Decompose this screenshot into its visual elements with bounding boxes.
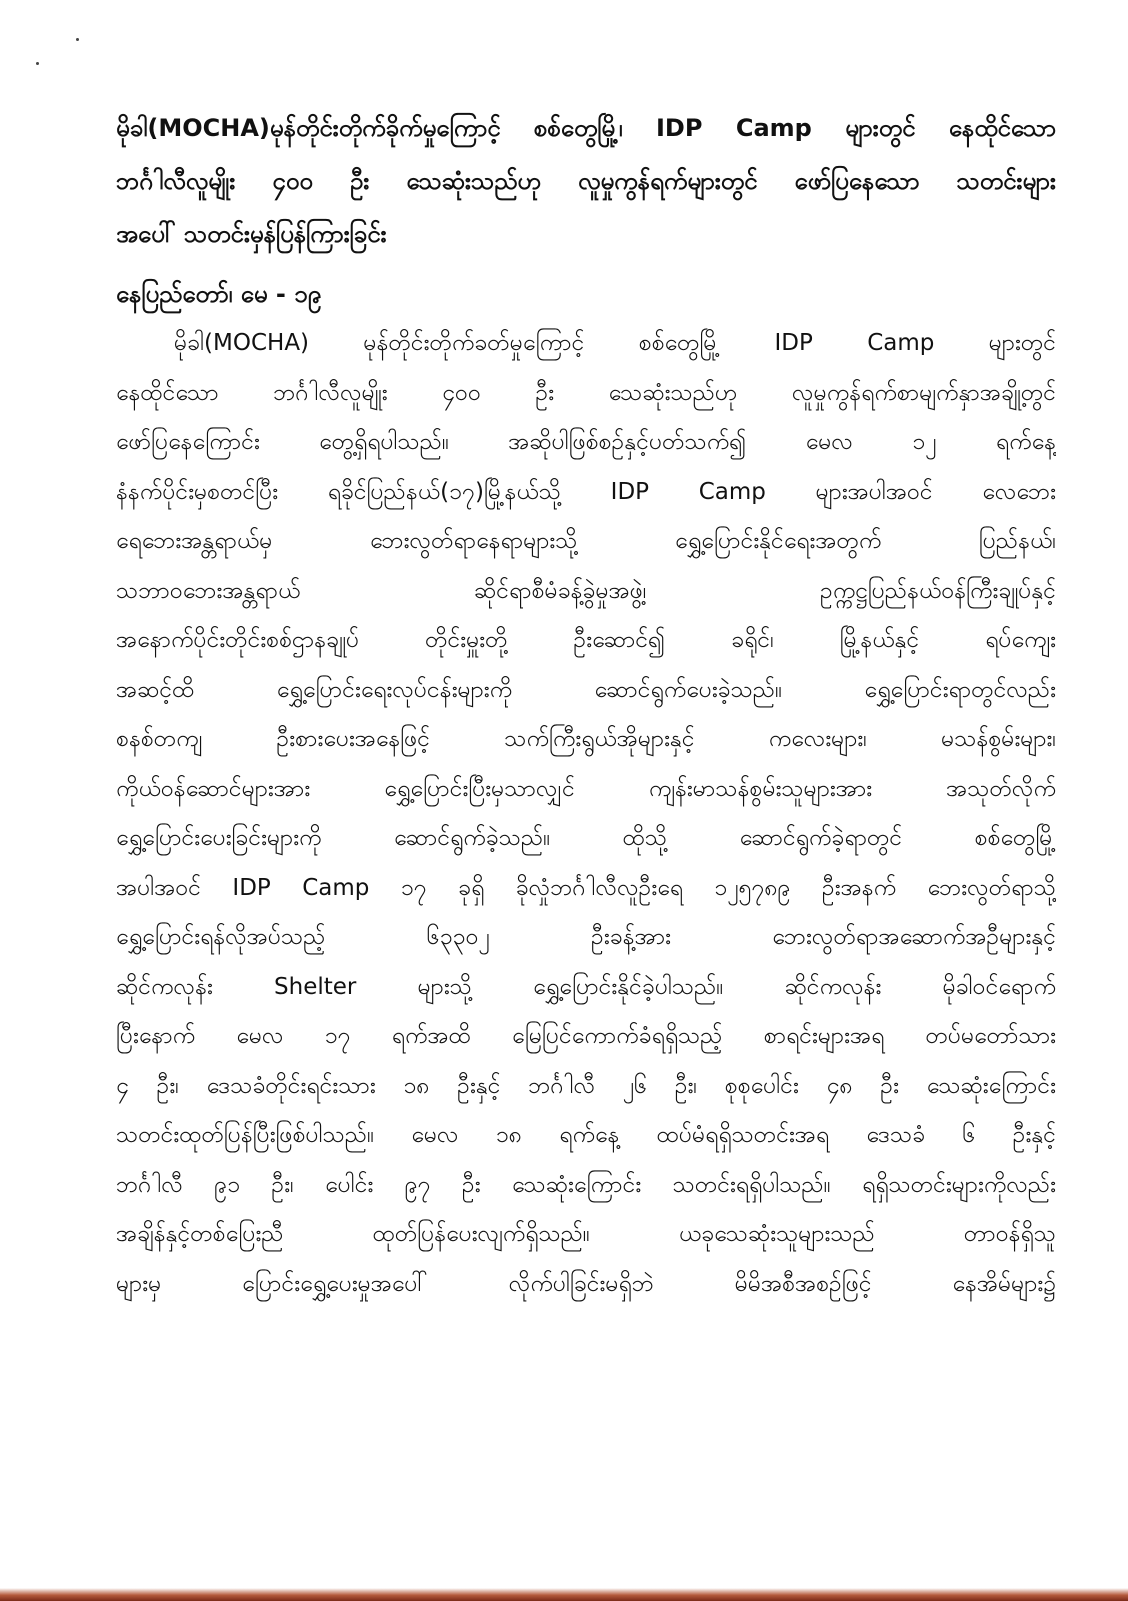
body-line: စနစ်တကျ ဦးစားပေးအနေဖြင့် သက်ကြီးရွယ်အိုများနှင့် ကလေးများ၊ မသန်စွမ်းများ၊: [116, 726, 1056, 752]
body-line: သတင်းထုတ်ပြန်ပြီးဖြစ်ပါသည်။ မေလ ၁၈ ရက်နေ့ ထပ်မံရရှိသတင်းအရ ဒေသခံ ၆ ဦးနှင့်: [116, 1122, 1056, 1148]
body-line: အပါအဝင် IDP Camp ၁၇ ခုရှိ ခိုလှုံဘင်္ဂါလီလူဦးရေ ၁၂၅၇၈၉ ဦးအနက် ဘေးလွတ်ရာသို့: [116, 874, 1056, 901]
body-line: နေထိုင်သော ဘင်္ဂါလီလူမျိုး ၄၀၀ ဦး သေဆုံးသည်ဟု လူမှုကွန်ရက်စာမျက်နှာအချို့တွင်: [116, 379, 1056, 406]
body-line: အချိန်နှင့်တစ်ပြေးညီ ထုတ်ပြန်ပေးလျက်ရှိသည်။ ယခုသေဆုံးသူများသည် တာဝန်ရှိသူ: [116, 1221, 1056, 1247]
body-paragraph: [116, 319, 1056, 1309]
headline-line: မိုခါ(MOCHA)မုန်တိုင်းတိုက်ခိုက်မှုကြောင့် စစ်တွေမြို့၊ IDP Camp များတွင် နေထိုင်သော: [116, 114, 1056, 142]
body-line: သဘာဝဘေးအန္တရာယ် ဆိုင်ရာစီမံခန့်ခွဲမှုအဖွဲ့၊ ဥက္ကဋ္ဌပြည်နယ်ဝန်ကြီးချုပ်နှင့်: [116, 577, 1056, 604]
headline-line: အပေါ် သတင်းမှန်ပြန်ကြားခြင်း: [116, 220, 387, 248]
body-line: အဆင့်ထိ ရွှေ့ပြောင်းရေးလုပ်ငန်းများကို ဆောင်ရွက်ပေးခဲ့သည်။ ရွှေ့ပြောင်းရာတွင်လည်း: [116, 676, 1056, 703]
body-line: ၄ ဦး၊ ဒေသခံတိုင်းရင်းသား ၁၈ ဦးနှင့် ဘင်္ဂါလီ ၂၆ ဦး၊ စုစုပေါင်း ၄၈ ဦး သေဆုံးကြောင်း: [116, 1072, 1056, 1099]
body-line: ပြီးနောက် မေလ ၁၇ ရက်အထိ မြေပြင်ကောက်ခံရရှိသည့် စာရင်းများအရ တပ်မတော်သား: [116, 1023, 1056, 1049]
scan-speck: [76, 38, 79, 41]
body-line: ဖော်ပြနေကြောင်း တွေ့ရှိရပါသည်။ အဆိုပါဖြစ်စဉ်နှင့်ပတ်သက်၍ မေလ ၁၂ ရက်နေ့: [116, 429, 1056, 455]
dateline: နေပြည်တော်၊ မေ - ၁၉: [116, 280, 322, 308]
headline: [116, 102, 1056, 261]
body-line: အနောက်ပိုင်းတိုင်းစစ်ဌာနချုပ် တိုင်းမှူးတို့ ဦးဆောင်၍ ခရိုင်၊ မြို့နယ်နှင့် ရပ်ကျေး: [116, 627, 1056, 653]
document-page: [116, 102, 1056, 1309]
page-bottom-edge: [0, 1588, 1128, 1601]
scan-speck: [36, 62, 39, 65]
body-line: နံနက်ပိုင်းမှစတင်ပြီး ရခိုင်ပြည်နယ်(၁၇)မြို့နယ်သို့ IDP Camp များအပါအဝင် လေဘေး: [116, 478, 1056, 505]
headline-line: ဘင်္ဂါလီလူမျိုး ၄၀၀ ဦး သေဆုံးသည်ဟု လူမှုကွန်ရက်များတွင် ဖော်ပြနေသော သတင်းများ: [116, 167, 1056, 195]
body-line: များမှ ပြောင်းရွှေ့ပေးမှုအပေါ် လိုက်ပါခြင်းမရှိဘဲ မိမိအစီအစဉ်ဖြင့် နေအိမ်များ၌: [116, 1270, 1056, 1297]
body-line: ရေဘေးအန္တရာယ်မှ ဘေးလွတ်ရာနေရာများသို့ ရွှေ့ပြောင်းနိုင်ရေးအတွက် ပြည်နယ်၊: [116, 528, 1056, 554]
body-line: ကိုယ်ဝန်ဆောင်များအား ရွှေ့ပြောင်းပြီးမှသာလျှင် ကျန်းမာသန်စွမ်းသူများအား အသုတ်လိုက်: [116, 775, 1056, 802]
body-line: ဆိုင်ကလုန်း Shelter များသို့ ရွှေ့ပြောင်းနိုင်ခဲ့ပါသည်။ ဆိုင်ကလုန်း မိုခါဝင်ရောက်: [116, 973, 1056, 1000]
body-line: ရွှေ့ပြောင်းပေးခြင်းများကို ဆောင်ရွက်ခဲ့သည်။ ထိုသို့ ဆောင်ရွက်ခဲ့ရာတွင် စစ်တွေမြို့: [116, 825, 1056, 851]
body-line: ဘင်္ဂါလီ ၉၁ ဦး၊ ပေါင်း ၉၇ ဦး သေဆုံးကြောင်း သတင်းရရှိပါသည်။ ရရှိသတင်းများကိုလည်း: [116, 1171, 1056, 1198]
body-line: ရွှေ့ပြောင်းရန်လိုအပ်သည့် ၆၃၃၀၂ ဦးခန့်အား ဘေးလွတ်ရာအဆောက်အဦများနှင့်: [116, 924, 1056, 950]
body-line: မိုခါ(MOCHA) မုန်တိုင်းတိုက်ခတ်မှုကြောင့် စစ်တွေမြို့ IDP Camp များတွင်: [174, 330, 1056, 356]
